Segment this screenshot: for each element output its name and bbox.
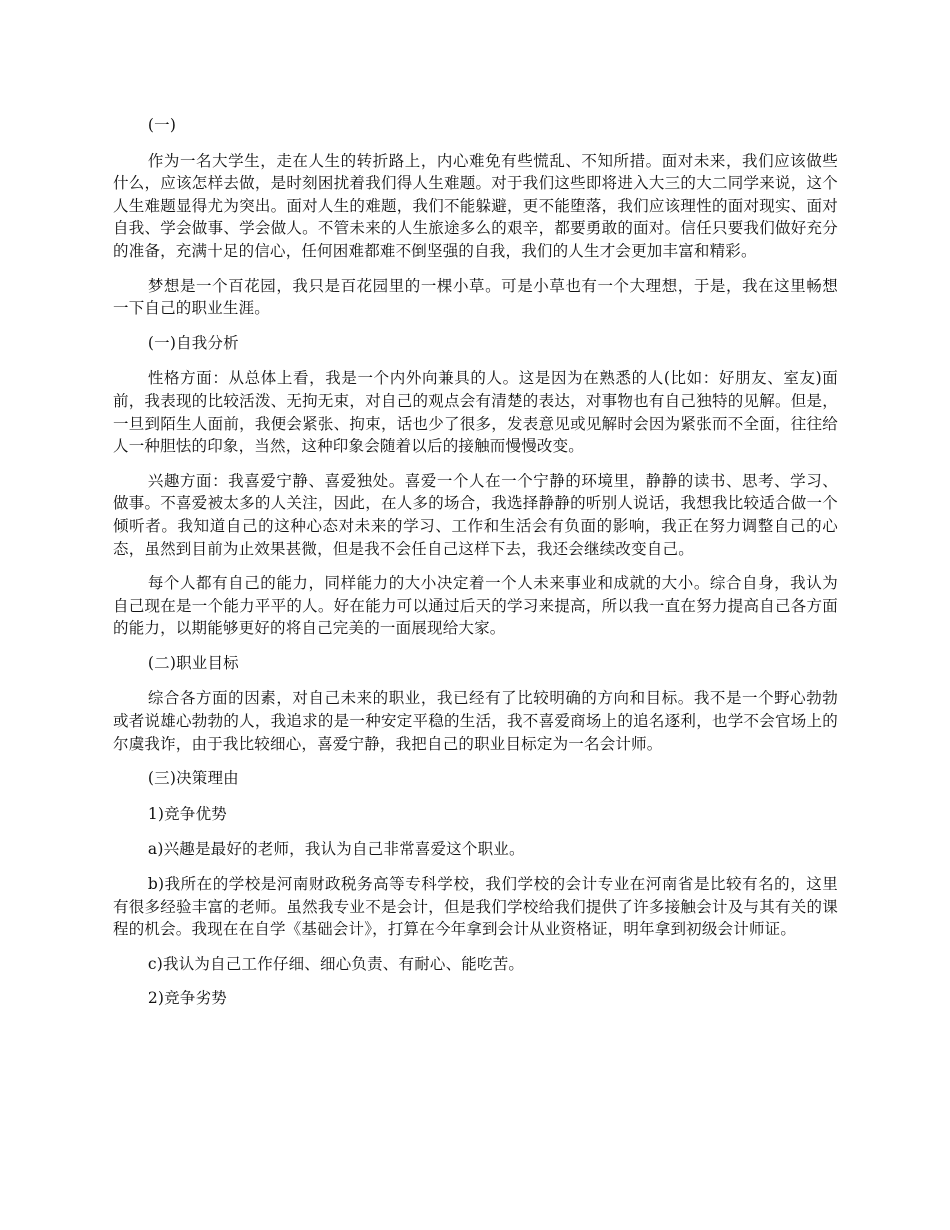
paragraph-career-goal: 综合各方面的因素，对自己未来的职业，我已经有了比较明确的方向和目标。我不是一个野心勃勃或者说雄心勃勃的人，我追求的是一种安定平稳的生活，我不喜爱商场上的追名逐利，也学不会官场上的尔虞我诈，由于我比较细心，喜爱宁静，我把自己的职业目标定为一名会计师。 <box>113 689 838 753</box>
paragraph-ability: 每个人都有自己的能力，同样能力的大小决定着一个人未来事业和成就的大小。综合自身，我认为自己现在是一个能力平平的人。好在能力可以通过后天的学习来提高，所以我一直在努力提高自己各方面的能力，以期能够更好的将自己完美的一面展现给大家。 <box>113 574 838 638</box>
section-heading-self-analysis: (一)自我分析 <box>147 333 239 352</box>
list-item-advantage-a: a)兴趣是最好的老师，我认为自己非常喜爱这个职业。 <box>147 840 525 859</box>
paragraph-interests: 兴趣方面：我喜爱宁静、喜爱独处。喜爱一个人在一个宁静的环境里，静静的读书、思考、学习、做事。不喜爱被太多的人关注，因此，在人多的场合，我选择静静的听别人说话，我想我比较适合做一个倾听者。我知道自己的这种心态对未来的学习、工作和生活会有负面的影响，我正在努力调整自己的心态，虽然到目前为止效果甚微，但是我不会任自己这样下去，我还会继续改变自己。 <box>113 471 838 558</box>
paragraph-intro: 作为一名大学生，走在人生的转折路上，内心难免有些慌乱、不知所措。面对未来，我们应该做些什么，应该怎样去做，是时刻困扰着我们得人生难题。对于我们这些即将进入大三的大二同学来说，这个人生难题显得尤为突出。面对人生的难题，我们不能躲避，更不能堕落，我们应该理性的面对现实、面对自我、学会做事、学会做人。不管未来的人生旅途多么的艰辛，都要勇敢的面对。信任只要我们做好充分的准备，充满十足的信心，任何困难都难不倒坚强的自我，我们的人生才会更加丰富和精彩。 <box>113 151 838 260</box>
document-body <box>113 114 838 1023</box>
subheading-disadvantages: 2)竞争劣势 <box>147 989 227 1008</box>
list-item-advantage-b: b)我所在的学校是河南财政税务高等专科学校，我们学校的会计专业在河南省是比较有名的，这里有很多经验丰富的老师。虽然我专业不是会计，但是我们学校给我们提供了许多接触会计及与其有关的课程的机会。我现在在自学《基础会计》，打算在今年拿到会计从业资格证，明年拿到初级会计师证。 <box>113 875 838 939</box>
section-heading-career-goal: (二)职业目标 <box>147 653 239 672</box>
paragraph-personality: 性格方面：从总体上看，我是一个内外向兼具的人。这是因为在熟悉的人(比如：好朋友、室友)面前，我表现的比较活泼、无拘无束，对自己的观点会有清楚的表达，对事物也有自己独特的见解。但是，一旦到陌生人面前，我便会紧张、拘束，话也少了很多，发表意见或见解时会因为紧张而不全面，往往给人一种胆怯的印象，当然，这种印象会随着以后的接触而慢慢改变。 <box>113 369 838 456</box>
list-item-advantage-c: c)我认为自己工作仔细、细心负责、有耐心、能吃苦。 <box>147 954 525 973</box>
section-heading-decision-reasons: (三)决策理由 <box>147 769 239 788</box>
section-heading-intro: (一) <box>147 116 177 134</box>
paragraph-dream: 梦想是一个百花园，我只是百花园里的一棵小草。可是小草也有一个大理想，于是，我在这里畅想一下自己的职业生涯。 <box>113 276 838 318</box>
subheading-advantages: 1)竞争优势 <box>147 804 227 823</box>
